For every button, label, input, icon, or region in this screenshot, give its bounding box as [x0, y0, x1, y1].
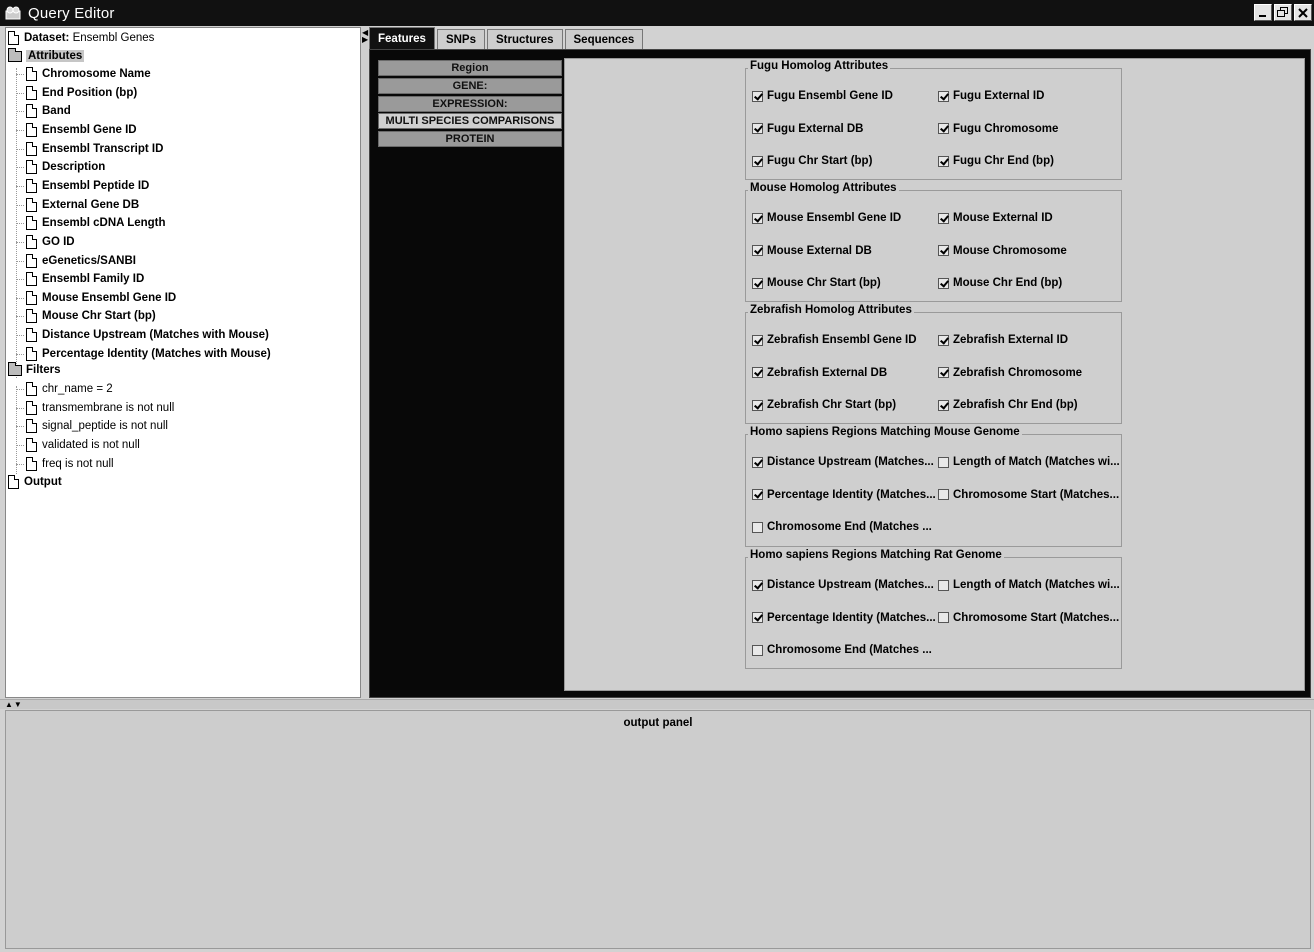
checkbox-checked-icon[interactable] — [752, 213, 763, 224]
checkbox-homo-sapiens-regions-matching-rat-genome-2[interactable] — [752, 612, 936, 624]
tree-attribute-item[interactable] — [26, 233, 75, 251]
group-fugu-homolog-attributes — [745, 60, 1122, 180]
checkbox-label: Mouse Chromosome — [953, 244, 1067, 257]
vertical-split-divider[interactable] — [361, 27, 368, 698]
checkbox-zebrafish-homolog-attributes-5[interactable] — [938, 399, 1078, 411]
checkbox-checked-icon[interactable] — [752, 123, 763, 134]
tree-attribute-label: Mouse Chr Start (bp) — [42, 310, 156, 323]
document-icon — [26, 216, 37, 230]
document-icon — [26, 272, 37, 286]
tree-attribute-item[interactable] — [26, 270, 144, 288]
group-title: Zebrafish Homolog Attributes — [750, 304, 912, 316]
tree-connector — [16, 386, 17, 482]
checkbox-label: Zebrafish Ensembl Gene ID — [767, 334, 917, 346]
document-icon — [26, 67, 37, 81]
document-icon — [26, 198, 37, 212]
checkbox-mouse-homolog-attributes-3[interactable] — [938, 245, 1067, 257]
close-icon[interactable] — [1294, 4, 1312, 21]
checkbox-label: Distance Upstream (Matches... — [767, 579, 934, 591]
tab-structures[interactable]: Structures — [487, 29, 563, 49]
main-tab-strip — [369, 27, 645, 49]
checkbox-zebrafish-homolog-attributes-4[interactable] — [752, 399, 896, 411]
tree-connector — [16, 205, 24, 206]
checkbox-label: Fugu Chr Start (bp) — [767, 155, 873, 167]
maximize-icon[interactable] — [1274, 4, 1292, 21]
checkbox-zebrafish-homolog-attributes-0[interactable] — [752, 334, 917, 346]
tree-attribute-label: End Position (bp) — [42, 86, 138, 99]
group-homo-sapiens-regions-matching-rat-genome — [745, 549, 1122, 669]
window-controls — [1254, 4, 1312, 21]
tree-attribute-item[interactable] — [26, 214, 166, 232]
tree-connector — [16, 149, 24, 150]
tree-connector — [16, 298, 24, 299]
tree-output-node[interactable] — [8, 473, 62, 491]
tree-connector — [16, 223, 24, 224]
tree-attribute-item[interactable] — [26, 177, 149, 195]
filters-label: Filters — [26, 364, 61, 376]
checkbox-checked-icon[interactable] — [752, 457, 763, 468]
tree-filter-item[interactable] — [26, 455, 114, 473]
checkbox-checked-icon[interactable] — [752, 580, 763, 591]
checkbox-label: Mouse Chr End (bp) — [953, 277, 1063, 289]
checkbox-label: Length of Match (Matches wi... — [953, 579, 1120, 591]
checkbox-fugu-homolog-attributes-3[interactable] — [938, 123, 1058, 135]
checkbox-label: Mouse Ensembl Gene ID — [767, 212, 902, 224]
tree-attribute-label: Distance Upstream (Matches with Mouse) — [42, 329, 269, 342]
checkbox-unchecked-icon[interactable] — [938, 612, 949, 623]
subtab-protein[interactable]: PROTEIN — [378, 131, 562, 147]
checkbox-checked-icon[interactable] — [752, 335, 763, 346]
checkbox-label: Chromosome Start (Matches... — [953, 488, 1120, 501]
checkbox-homo-sapiens-regions-matching-mouse-genome-1[interactable] — [938, 456, 1120, 468]
checkbox-label: Fugu Ensembl Gene ID — [767, 90, 893, 102]
checkbox-homo-sapiens-regions-matching-rat-genome-4[interactable] — [752, 644, 932, 656]
tree-attribute-item[interactable] — [26, 121, 137, 139]
checkbox-homo-sapiens-regions-matching-mouse-genome-0[interactable] — [752, 456, 934, 468]
tree-attribute-item[interactable] — [26, 345, 271, 363]
checkbox-fugu-homolog-attributes-1[interactable] — [938, 90, 1044, 102]
tree-filter-item[interactable] — [26, 399, 174, 417]
tree-filter-label: signal_peptide is not null — [42, 420, 168, 433]
checkbox-checked-icon[interactable] — [938, 156, 949, 167]
group-title: Homo sapiens Regions Matching Rat Genome — [750, 549, 1002, 561]
tab-sequences[interactable]: Sequences — [565, 29, 644, 49]
group-mouse-homolog-attributes — [745, 182, 1122, 302]
group-zebrafish-homolog-attributes — [745, 304, 1122, 424]
document-icon — [26, 235, 37, 249]
output-panel — [5, 710, 1311, 949]
group-title: Mouse Homolog Attributes — [750, 182, 897, 194]
checkbox-label: Zebrafish External DB — [767, 366, 888, 379]
output-panel-label: output panel — [623, 717, 693, 729]
checkbox-label: Chromosome Start (Matches... — [953, 611, 1120, 624]
checkbox-label: Fugu External ID — [953, 90, 1045, 102]
document-icon — [26, 86, 37, 100]
tree-attribute-item[interactable] — [26, 326, 269, 344]
checkbox-label: Distance Upstream (Matches... — [767, 456, 934, 468]
tree-attribute-label: Chromosome Name — [42, 68, 151, 80]
subtab-multi-species-comparisons[interactable]: MULTI SPECIES COMPARISONS — [378, 113, 562, 129]
checkbox-unchecked-icon[interactable] — [938, 580, 949, 591]
tree-connector — [16, 167, 24, 168]
checkbox-checked-icon[interactable] — [938, 213, 949, 224]
dataset-value: Ensembl Genes — [72, 32, 155, 44]
tree-connector — [16, 279, 24, 280]
document-icon — [8, 31, 19, 45]
tree-attribute-label: Ensembl Peptide ID — [42, 179, 150, 192]
checkbox-checked-icon[interactable] — [938, 335, 949, 346]
document-icon — [26, 142, 37, 156]
tree-connector — [16, 354, 24, 355]
document-icon — [26, 419, 37, 433]
checkbox-mouse-homolog-attributes-5[interactable] — [938, 277, 1062, 289]
checkbox-label: Percentage Identity (Matches... — [767, 488, 936, 501]
checkbox-checked-icon[interactable] — [938, 245, 949, 256]
checkbox-checked-icon[interactable] — [938, 91, 949, 102]
tree-connector — [16, 74, 24, 75]
tab-snps[interactable]: SNPs — [437, 29, 485, 49]
tree-connector — [16, 242, 24, 243]
minimize-icon[interactable] — [1254, 4, 1272, 21]
tree-connector — [16, 261, 24, 262]
tree-attribute-item[interactable] — [26, 102, 71, 120]
tree-attribute-item[interactable] — [26, 307, 156, 325]
group-title: Homo sapiens Regions Matching Mouse Genome — [750, 426, 1020, 438]
checkbox-fugu-homolog-attributes-0[interactable] — [752, 90, 893, 102]
output-label: Output — [24, 476, 62, 488]
tree-filter-label: chr_name = 2 — [42, 383, 113, 395]
query-tree[interactable] — [5, 27, 361, 698]
tree-attribute-item[interactable] — [26, 65, 151, 83]
checkbox-label: Zebrafish Chr Start (bp) — [767, 399, 897, 411]
checkbox-label: Chromosome End (Matches ... — [767, 521, 932, 533]
checkbox-label: Mouse External DB — [767, 244, 872, 257]
tree-connector — [16, 130, 24, 131]
subtab-expression[interactable]: EXPRESSION: — [378, 96, 562, 112]
subtab-region[interactable]: Region — [378, 60, 562, 76]
checkbox-checked-icon[interactable] — [752, 367, 763, 378]
attributes-label: Attributes — [28, 50, 83, 62]
split-arrows-icon[interactable]: ◀ ▶ — [362, 28, 369, 44]
tree-attribute-label: GO ID — [42, 235, 75, 248]
tree-attribute-label: eGenetics/SANBI — [42, 254, 136, 267]
checkbox-mouse-homolog-attributes-0[interactable] — [752, 212, 901, 224]
checkbox-fugu-homolog-attributes-4[interactable] — [752, 155, 872, 167]
checkbox-label: Fugu Chr End (bp) — [953, 155, 1054, 167]
tree-attribute-label: Percentage Identity (Matches with Mouse) — [42, 347, 271, 360]
document-icon — [26, 179, 37, 193]
tree-connector — [16, 335, 24, 336]
tree-attribute-label: Ensembl Gene ID — [42, 123, 137, 136]
tree-connector — [16, 111, 24, 112]
tree-connector — [16, 186, 24, 187]
checkbox-label: Mouse External ID — [953, 212, 1053, 224]
checkbox-label: Chromosome End (Matches ... — [767, 644, 932, 656]
tree-filters-node[interactable] — [8, 361, 61, 379]
document-icon — [26, 382, 37, 396]
checkbox-label: Zebrafish Chromosome — [953, 366, 1083, 379]
checkbox-label: Percentage Identity (Matches... — [767, 611, 936, 624]
checkbox-unchecked-icon[interactable] — [938, 457, 949, 468]
app-icon — [4, 5, 22, 21]
tree-dataset[interactable] — [8, 29, 154, 47]
tree-attribute-label: Ensembl Family ID — [42, 273, 145, 286]
checkbox-checked-icon[interactable] — [752, 278, 763, 289]
tree-attribute-label: Band — [42, 105, 71, 118]
document-icon — [26, 291, 37, 305]
tree-filter-label: freq is not null — [42, 457, 114, 470]
checkbox-unchecked-icon[interactable] — [752, 645, 763, 656]
subtab-gene[interactable]: GENE: — [378, 78, 562, 94]
tab-features[interactable]: Features — [369, 27, 435, 49]
tree-connector — [16, 445, 24, 446]
checkbox-label: Length of Match (Matches wi... — [953, 456, 1120, 468]
document-icon — [26, 160, 37, 174]
group-homo-sapiens-regions-matching-mouse-genome — [745, 426, 1122, 547]
document-icon — [26, 104, 37, 118]
document-icon — [26, 457, 37, 471]
checkbox-unchecked-icon[interactable] — [752, 522, 763, 533]
document-icon — [26, 254, 37, 268]
tree-attributes-node[interactable] — [8, 47, 84, 65]
dataset-label: Dataset: — [24, 32, 70, 44]
checkbox-label: Fugu External DB — [767, 122, 864, 135]
checkbox-homo-sapiens-regions-matching-rat-genome-3[interactable] — [938, 612, 1119, 624]
checkbox-mouse-homolog-attributes-1[interactable] — [938, 212, 1053, 224]
checkbox-homo-sapiens-regions-matching-rat-genome-1[interactable] — [938, 579, 1120, 591]
tree-connector — [16, 316, 24, 317]
tree-filter-item[interactable] — [26, 436, 140, 454]
document-icon — [26, 328, 37, 342]
group-title: Fugu Homolog Attributes — [750, 60, 889, 72]
tree-filter-label: validated is not null — [42, 439, 140, 452]
checkbox-checked-icon[interactable] — [752, 489, 763, 500]
checkbox-checked-icon[interactable] — [752, 91, 763, 102]
checkbox-zebrafish-homolog-attributes-1[interactable] — [938, 334, 1068, 346]
checkbox-fugu-homolog-attributes-5[interactable] — [938, 155, 1054, 167]
checkbox-label: Zebrafish External ID — [953, 334, 1069, 346]
checkbox-checked-icon[interactable] — [938, 278, 949, 289]
tree-attribute-item[interactable] — [26, 289, 176, 307]
checkbox-label: Mouse Chr Start (bp) — [767, 277, 881, 289]
tree-connector — [16, 389, 24, 390]
tree-attribute-label: Description — [42, 161, 106, 174]
tree-attribute-item[interactable] — [26, 252, 136, 270]
folder-icon — [8, 51, 22, 62]
checkbox-homo-sapiens-regions-matching-mouse-genome-4[interactable] — [752, 521, 932, 533]
title-bar[interactable] — [0, 0, 1314, 26]
tree-connector — [16, 426, 24, 427]
checkbox-fugu-homolog-attributes-2[interactable] — [752, 123, 863, 135]
checkbox-checked-icon[interactable] — [938, 400, 949, 411]
document-icon — [26, 438, 37, 452]
checkbox-checked-icon[interactable] — [752, 156, 763, 167]
checkbox-label: Fugu Chromosome — [953, 122, 1059, 135]
checkbox-homo-sapiens-regions-matching-mouse-genome-3[interactable] — [938, 489, 1119, 501]
window-title: Query Editor — [28, 4, 115, 22]
checkbox-checked-icon[interactable] — [752, 400, 763, 411]
tree-connector — [16, 464, 24, 465]
checkbox-mouse-homolog-attributes-4[interactable] — [752, 277, 881, 289]
checkbox-checked-icon[interactable] — [752, 245, 763, 256]
document-icon — [26, 401, 37, 415]
tree-attribute-label: Mouse Ensembl Gene ID — [42, 291, 177, 304]
checkbox-homo-sapiens-regions-matching-mouse-genome-2[interactable] — [752, 489, 936, 501]
checkbox-label: Zebrafish Chr End (bp) — [953, 399, 1078, 411]
tree-connector — [16, 408, 24, 409]
tree-attribute-label: Ensembl cDNA Length — [42, 217, 166, 230]
tree-attribute-label: External Gene DB — [42, 198, 140, 211]
checkbox-homo-sapiens-regions-matching-rat-genome-0[interactable] — [752, 579, 934, 591]
checkbox-checked-icon[interactable] — [938, 123, 949, 134]
tree-attribute-item[interactable] — [26, 196, 139, 214]
tree-attribute-item[interactable] — [26, 84, 137, 102]
tree-filter-item[interactable] — [26, 417, 168, 435]
checkbox-mouse-homolog-attributes-2[interactable] — [752, 245, 872, 257]
checkbox-checked-icon[interactable] — [938, 367, 949, 378]
tree-attribute-item[interactable] — [26, 140, 163, 158]
checkbox-zebrafish-homolog-attributes-2[interactable] — [752, 367, 887, 379]
document-icon — [26, 347, 37, 361]
checkbox-zebrafish-homolog-attributes-3[interactable] — [938, 367, 1082, 379]
split-arrows-icon[interactable]: ▲▼ — [5, 700, 23, 709]
document-icon — [26, 123, 37, 137]
document-icon — [26, 309, 37, 323]
checkbox-unchecked-icon[interactable] — [938, 489, 949, 500]
horizontal-split-divider[interactable] — [0, 699, 1314, 709]
tree-filter-item[interactable] — [26, 380, 113, 398]
tree-filter-label: transmembrane is not null — [42, 401, 175, 414]
folder-icon — [8, 365, 22, 376]
checkbox-checked-icon[interactable] — [752, 612, 763, 623]
tree-connector — [16, 93, 24, 94]
tree-attribute-label: Ensembl Transcript ID — [42, 142, 164, 155]
tree-attribute-item[interactable] — [26, 158, 105, 176]
document-icon — [8, 475, 19, 489]
